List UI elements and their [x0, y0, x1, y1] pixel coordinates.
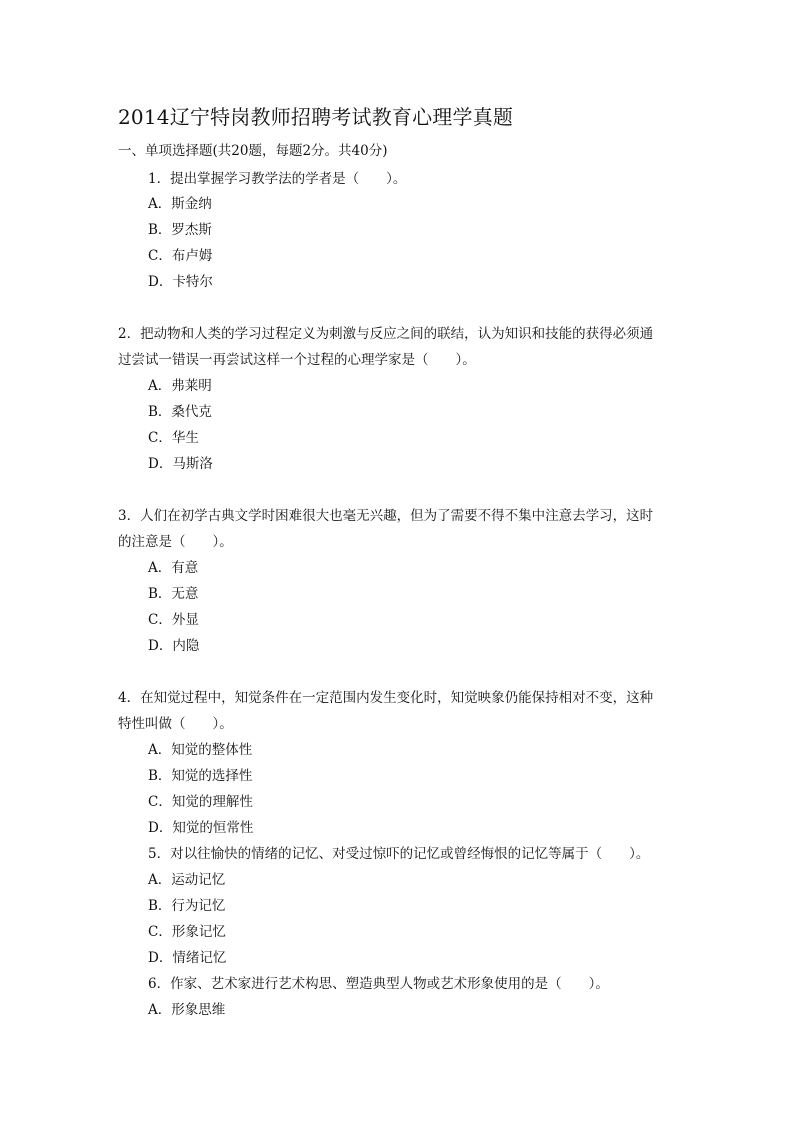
question-6-option-a: A．形象思维 [148, 1002, 226, 1018]
question-2-option-a: A．弗莱明 [148, 378, 212, 394]
question-4-option-c: C．知觉的理解性 [148, 794, 253, 810]
question-1-option-b: B．罗杰斯 [148, 222, 212, 238]
question-3-option-c: C．外显 [148, 612, 199, 628]
document-title: 2014辽宁特岗教师招聘考试教育心理学真题 [118, 105, 514, 129]
question-1-option-d: D．卡特尔 [148, 274, 213, 290]
question-5-option-d: D．情绪记忆 [148, 950, 227, 966]
question-4-stem-line-1: 4．在知觉过程中，知觉条件在一定范围内发生变化时，知觉映象仍能保持相对不变，这种 [118, 690, 654, 706]
question-5-option-a: A．运动记忆 [148, 872, 226, 888]
question-2-stem-line-1: 2．把动物和人类的学习过程定义为刺激与反应之间的联结，认为知识和技能的获得必须通 [118, 326, 654, 342]
question-4-stem-line-2: 特性叫做（ ）。 [118, 716, 233, 732]
question-5-option-c: C．形象记忆 [148, 924, 226, 940]
question-3-option-a: A．有意 [148, 560, 199, 576]
question-2-option-b: B．桑代克 [148, 404, 212, 420]
question-2-option-c: C．华生 [148, 430, 199, 446]
question-1-option-c: C．布卢姆 [148, 248, 213, 264]
question-4-option-a: A．知觉的整体性 [148, 742, 253, 758]
question-5-stem: 5．对以往愉快的情绪的记忆、对受过惊吓的记忆或曾经悔恨的记忆等属于（ ）。 [148, 846, 650, 862]
question-4-option-d: D．知觉的恒常性 [148, 820, 254, 836]
question-4-option-b: B．知觉的选择性 [148, 768, 253, 784]
question-2-option-d: D．马斯洛 [148, 456, 213, 472]
question-6-stem: 6．作家、艺术家进行艺术构思、塑造典型人物或艺术形象使用的是（ ）。 [148, 976, 609, 992]
question-3-stem-line-2: 的注意是（ ）。 [118, 534, 233, 550]
question-5-option-b: B．行为记忆 [148, 898, 226, 914]
question-3-option-d: D．内隐 [148, 638, 200, 654]
question-3-option-b: B．无意 [148, 586, 199, 602]
question-3-stem-line-1: 3．人们在初学古典文学时困难很大也毫无兴趣，但为了需要不得不集中注意去学习，这时 [118, 508, 654, 524]
question-1-option-a: A．斯金纳 [148, 196, 212, 212]
question-2-stem-line-2: 过尝试一错误一再尝试这样一个过程的心理学家是（ ）。 [118, 352, 476, 368]
section-heading: 一、单项选择题(共20题，每题2分。共40分) [118, 143, 388, 159]
question-1-stem: 1．提出掌握学习教学法的学者是（ ）。 [148, 171, 407, 187]
